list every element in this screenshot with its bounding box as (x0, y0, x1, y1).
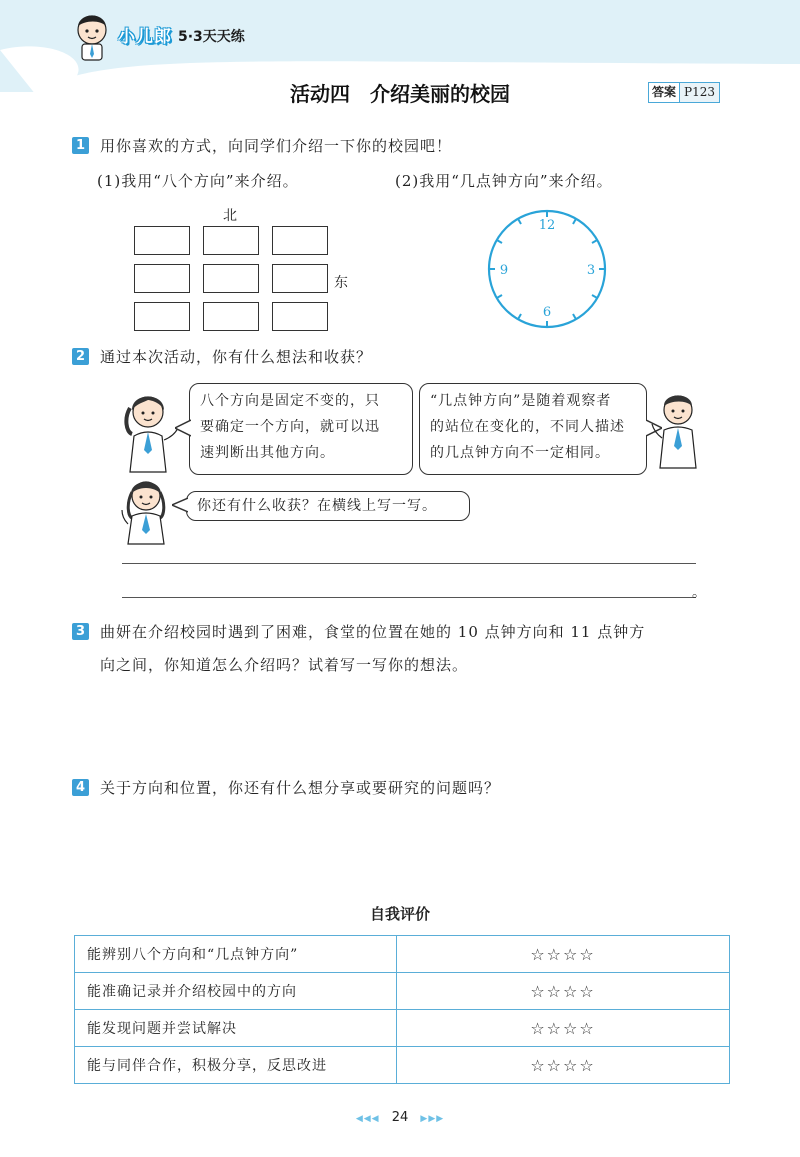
question-number-3: 3 (72, 623, 89, 640)
self-evaluation-table (74, 935, 730, 1084)
speech-bubble-bottom: 你还有什么收获？在横线上写一写。 (186, 491, 470, 521)
table-row (75, 1047, 730, 1084)
table-row (75, 1010, 730, 1047)
question-3-line-2: 向之间，你知道怎么介绍吗？试着写一写你的想法。 (100, 656, 469, 674)
criterion-cell: 能与同伴合作，积极分享，反思改进 (75, 1047, 397, 1084)
question-2-text: 通过本次活动，你有什么想法和收获？ (100, 348, 373, 366)
right-arrows-icon: ▶▶▶ (420, 1114, 445, 1124)
direction-box-south[interactable] (203, 302, 259, 331)
mascot-icon (70, 10, 114, 62)
east-label: 东 (334, 275, 348, 291)
question-3-line-1: 曲妍在介绍校园时遇到了困难，食堂的位置在她的 10 点钟方向和 11 点钟方 (100, 623, 646, 641)
direction-box-southwest[interactable] (134, 302, 190, 331)
clock-number-9: 9 (499, 263, 509, 278)
criterion-cell: 能发现问题并尝试解决 (75, 1010, 397, 1047)
brand-series: 5·3天天练 (178, 29, 245, 45)
table-row (75, 973, 730, 1010)
answer-badge[interactable] (648, 82, 720, 103)
star-rating[interactable]: ☆☆☆☆ (397, 936, 730, 973)
girl-illustration-icon (120, 388, 180, 474)
bubble-left-line-1: 八个方向是固定不变的，只 (200, 393, 380, 409)
bubble-left-line-3: 速判断出其他方向。 (200, 445, 335, 461)
direction-box-southeast[interactable] (272, 302, 328, 331)
answer-line-2[interactable] (122, 597, 696, 598)
boy-illustration-icon (650, 386, 706, 470)
speech-bubble-right (419, 383, 647, 475)
direction-box-center[interactable] (203, 264, 259, 293)
direction-box-east[interactable] (272, 264, 328, 293)
clock-number-12: 12 (538, 218, 556, 233)
bubble-bottom-tail (172, 496, 188, 514)
direction-box-west[interactable] (134, 264, 190, 293)
north-label: 北 (223, 208, 237, 224)
question-number-2: 2 (72, 348, 89, 365)
question-1-text: 用你喜欢的方式，向同学们介绍一下你的校园吧！ (100, 137, 453, 155)
bubble-right-line-1: “几点钟方向”是随着观察者 (430, 393, 612, 409)
answer-page-ref: P123 (679, 83, 719, 102)
star-rating[interactable]: ☆☆☆☆ (397, 1047, 730, 1084)
question-number-4: 4 (72, 779, 89, 796)
answer-label: 答案 (649, 83, 679, 102)
direction-box-north[interactable] (203, 226, 259, 255)
criterion-cell: 能准确记录并介绍校园中的方向 (75, 973, 397, 1010)
answer-end-mark: 。 (692, 585, 706, 601)
bubble-right-line-3: 的几点钟方向不一定相同。 (430, 445, 610, 461)
clock-number-6: 6 (542, 305, 552, 320)
question-4-text: 关于方向和位置，你还有什么想分享或要研究的问题吗？ (100, 779, 501, 797)
star-rating[interactable]: ☆☆☆☆ (397, 973, 730, 1010)
bubble-left-tail (175, 418, 191, 438)
clock-face (485, 207, 609, 331)
star-rating[interactable]: ☆☆☆☆ (397, 1010, 730, 1047)
page-footer (0, 1110, 800, 1125)
criterion-cell: 能辨别八个方向和“几点钟方向” (75, 936, 397, 973)
page-title: 活动四 介绍美丽的校园 (290, 82, 510, 106)
answer-line-1[interactable] (122, 563, 696, 564)
clock-number-3: 3 (586, 263, 596, 278)
bubble-right-line-2: 的站位在变化的，不同人描述 (430, 419, 625, 435)
girl-illustration-2-icon (118, 474, 178, 546)
brand-name: 小儿郎 (118, 27, 172, 47)
question-number-1: 1 (72, 137, 89, 154)
bubble-left-line-2: 要确定一个方向，就可以迅 (200, 419, 380, 435)
direction-box-northwest[interactable] (134, 226, 190, 255)
question-1-part-2: (2)我用“几点钟方向”来介绍。 (395, 172, 613, 190)
direction-box-northeast[interactable] (272, 226, 328, 255)
self-evaluation-title: 自我评价 (369, 905, 430, 923)
left-arrows-icon: ◀◀◀ (355, 1114, 380, 1124)
speech-bubble-left (189, 383, 413, 475)
page-number: 24 (391, 1110, 409, 1125)
question-1-part-1: (1)我用“八个方向”来介绍。 (97, 172, 299, 190)
table-row (75, 936, 730, 973)
